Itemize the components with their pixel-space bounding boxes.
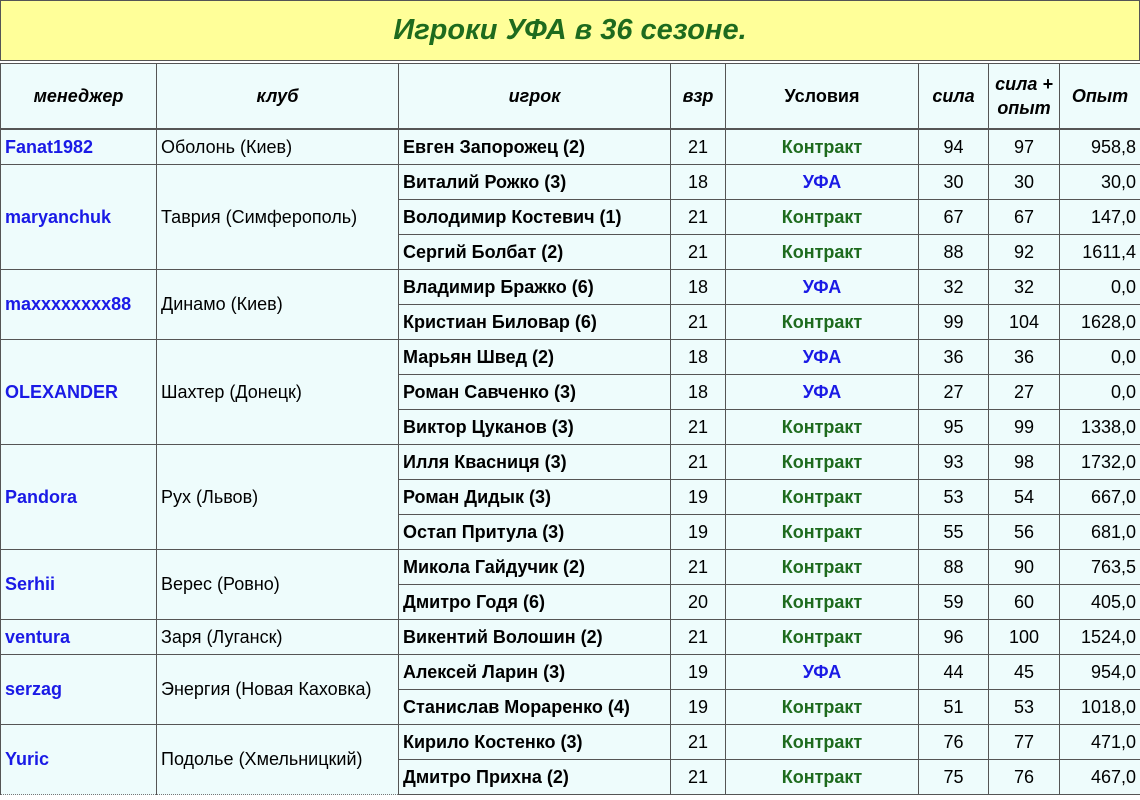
manager-name: OLEXANDER (1, 340, 157, 445)
player-conditions: Контракт (726, 305, 919, 340)
player-strength: 96 (919, 620, 989, 655)
table-row (1, 725, 1140, 760)
player-age: 21 (671, 410, 726, 445)
player-conditions: Контракт (726, 550, 919, 585)
player-conditions: Контракт (726, 620, 919, 655)
player-strength-exp: 92 (989, 235, 1060, 270)
header-strength: сила (919, 64, 989, 130)
player-strength: 30 (919, 165, 989, 200)
player-conditions: УФА (726, 375, 919, 410)
player-name: Володимир Костевич (1) (399, 200, 671, 235)
player-exp: 958,8 (1060, 129, 1140, 165)
player-strength-exp: 67 (989, 200, 1060, 235)
player-age: 21 (671, 725, 726, 760)
club-name: Верес (Ровно) (157, 550, 399, 620)
player-strength: 44 (919, 655, 989, 690)
player-strength-exp: 30 (989, 165, 1060, 200)
player-strength: 53 (919, 480, 989, 515)
player-strength: 99 (919, 305, 989, 340)
player-age: 19 (671, 480, 726, 515)
player-age: 21 (671, 550, 726, 585)
player-exp: 1732,0 (1060, 445, 1140, 480)
club-name: Заря (Луганск) (157, 620, 399, 655)
player-age: 21 (671, 235, 726, 270)
manager-name: maxxxxxxxx88 (1, 270, 157, 340)
player-conditions: Контракт (726, 585, 919, 620)
player-strength-exp: 54 (989, 480, 1060, 515)
table-row (1, 550, 1140, 585)
manager-name: Fanat1982 (1, 129, 157, 165)
manager-name: ventura (1, 620, 157, 655)
player-strength-exp: 104 (989, 305, 1060, 340)
manager-name: Pandora (1, 445, 157, 550)
player-age: 18 (671, 340, 726, 375)
player-age: 19 (671, 515, 726, 550)
player-exp: 471,0 (1060, 725, 1140, 760)
player-strength-exp: 90 (989, 550, 1060, 585)
player-exp: 1018,0 (1060, 690, 1140, 725)
player-strength-exp: 76 (989, 760, 1060, 795)
player-name: Виталий Рожко (3) (399, 165, 671, 200)
player-strength: 59 (919, 585, 989, 620)
player-exp: 0,0 (1060, 270, 1140, 305)
header-row (1, 64, 1140, 130)
player-strength: 76 (919, 725, 989, 760)
player-name: Микола Гайдучик (2) (399, 550, 671, 585)
player-conditions: Контракт (726, 515, 919, 550)
club-name: Таврия (Симферополь) (157, 165, 399, 270)
player-strength: 75 (919, 760, 989, 795)
player-conditions: Контракт (726, 760, 919, 795)
player-strength-exp: 27 (989, 375, 1060, 410)
player-strength-exp: 60 (989, 585, 1060, 620)
player-strength-exp: 45 (989, 655, 1060, 690)
player-name: Кристиан Биловар (6) (399, 305, 671, 340)
header-conditions: Условия (726, 64, 919, 130)
player-age: 18 (671, 165, 726, 200)
player-strength-exp: 32 (989, 270, 1060, 305)
manager-name: Yuric (1, 725, 157, 795)
player-age: 21 (671, 620, 726, 655)
player-strength: 93 (919, 445, 989, 480)
header-player: игрок (399, 64, 671, 130)
header-age: взр (671, 64, 726, 130)
player-conditions: Контракт (726, 725, 919, 760)
player-name: Викентий Волошин (2) (399, 620, 671, 655)
club-name: Подолье (Хмельницкий) (157, 725, 399, 795)
club-name: Шахтер (Донецк) (157, 340, 399, 445)
table-row (1, 340, 1140, 375)
page-title: Игроки УФА в 36 сезоне. (0, 0, 1140, 61)
player-exp: 1611,4 (1060, 235, 1140, 270)
table-body (1, 129, 1140, 795)
player-strength-exp: 53 (989, 690, 1060, 725)
player-name: Дмитро Прихна (2) (399, 760, 671, 795)
player-conditions: Контракт (726, 480, 919, 515)
table-row (1, 655, 1140, 690)
player-age: 21 (671, 129, 726, 165)
player-strength-exp: 56 (989, 515, 1060, 550)
player-strength-exp: 97 (989, 129, 1060, 165)
player-name: Роман Савченко (3) (399, 375, 671, 410)
player-conditions: УФА (726, 655, 919, 690)
player-exp: 147,0 (1060, 200, 1140, 235)
player-exp: 405,0 (1060, 585, 1140, 620)
player-name: Алексей Ларин (3) (399, 655, 671, 690)
player-exp: 681,0 (1060, 515, 1140, 550)
players-table (0, 63, 1140, 795)
player-strength: 55 (919, 515, 989, 550)
manager-name: Serhii (1, 550, 157, 620)
player-strength-exp: 99 (989, 410, 1060, 445)
player-name: Владимир Бражко (6) (399, 270, 671, 305)
player-strength: 67 (919, 200, 989, 235)
player-exp: 0,0 (1060, 375, 1140, 410)
club-name: Динамо (Киев) (157, 270, 399, 340)
player-strength-exp: 36 (989, 340, 1060, 375)
club-name: Энергия (Новая Каховка) (157, 655, 399, 725)
player-conditions: УФА (726, 270, 919, 305)
header-club: клуб (157, 64, 399, 130)
player-exp: 1338,0 (1060, 410, 1140, 445)
player-conditions: УФА (726, 340, 919, 375)
player-name: Илля Квасниця (3) (399, 445, 671, 480)
table-row (1, 445, 1140, 480)
player-name: Остап Притула (3) (399, 515, 671, 550)
table-row (1, 270, 1140, 305)
manager-name: serzag (1, 655, 157, 725)
player-name: Евген Запорожец (2) (399, 129, 671, 165)
player-age: 21 (671, 760, 726, 795)
player-exp: 0,0 (1060, 340, 1140, 375)
player-age: 18 (671, 375, 726, 410)
player-exp: 1628,0 (1060, 305, 1140, 340)
player-strength: 88 (919, 550, 989, 585)
player-age: 21 (671, 200, 726, 235)
player-name: Сергий Болбат (2) (399, 235, 671, 270)
player-name: Кирило Костенко (3) (399, 725, 671, 760)
player-exp: 1524,0 (1060, 620, 1140, 655)
club-name: Оболонь (Киев) (157, 129, 399, 165)
player-age: 18 (671, 270, 726, 305)
player-exp: 763,5 (1060, 550, 1140, 585)
manager-name: maryanchuk (1, 165, 157, 270)
player-strength: 36 (919, 340, 989, 375)
player-age: 20 (671, 585, 726, 620)
player-name: Виктор Цуканов (3) (399, 410, 671, 445)
player-strength: 32 (919, 270, 989, 305)
player-conditions: Контракт (726, 690, 919, 725)
player-exp: 30,0 (1060, 165, 1140, 200)
player-conditions: Контракт (726, 410, 919, 445)
player-strength-exp: 100 (989, 620, 1060, 655)
header-manager: менеджер (1, 64, 157, 130)
player-strength: 95 (919, 410, 989, 445)
player-strength: 51 (919, 690, 989, 725)
player-strength: 94 (919, 129, 989, 165)
player-conditions: Контракт (726, 235, 919, 270)
header-strength-exp-line1: сила + (995, 74, 1053, 94)
player-age: 21 (671, 305, 726, 340)
header-exp: Опыт (1060, 64, 1140, 130)
table-row (1, 620, 1140, 655)
player-exp: 467,0 (1060, 760, 1140, 795)
player-exp: 667,0 (1060, 480, 1140, 515)
player-conditions: Контракт (726, 445, 919, 480)
player-strength-exp: 77 (989, 725, 1060, 760)
player-strength: 27 (919, 375, 989, 410)
player-name: Станислав Мораренко (4) (399, 690, 671, 725)
header-strength-exp-line2: опыт (997, 98, 1051, 118)
player-name: Дмитро Годя (6) (399, 585, 671, 620)
player-strength: 88 (919, 235, 989, 270)
table-row (1, 165, 1140, 200)
club-name: Рух (Львов) (157, 445, 399, 550)
player-name: Марьян Швед (2) (399, 340, 671, 375)
player-name: Роман Дидык (3) (399, 480, 671, 515)
player-age: 19 (671, 655, 726, 690)
player-age: 21 (671, 445, 726, 480)
player-age: 19 (671, 690, 726, 725)
player-conditions: Контракт (726, 129, 919, 165)
player-conditions: УФА (726, 165, 919, 200)
header-strength-exp (989, 64, 1060, 130)
table-row (1, 129, 1140, 165)
player-strength-exp: 98 (989, 445, 1060, 480)
player-exp: 954,0 (1060, 655, 1140, 690)
player-conditions: Контракт (726, 200, 919, 235)
